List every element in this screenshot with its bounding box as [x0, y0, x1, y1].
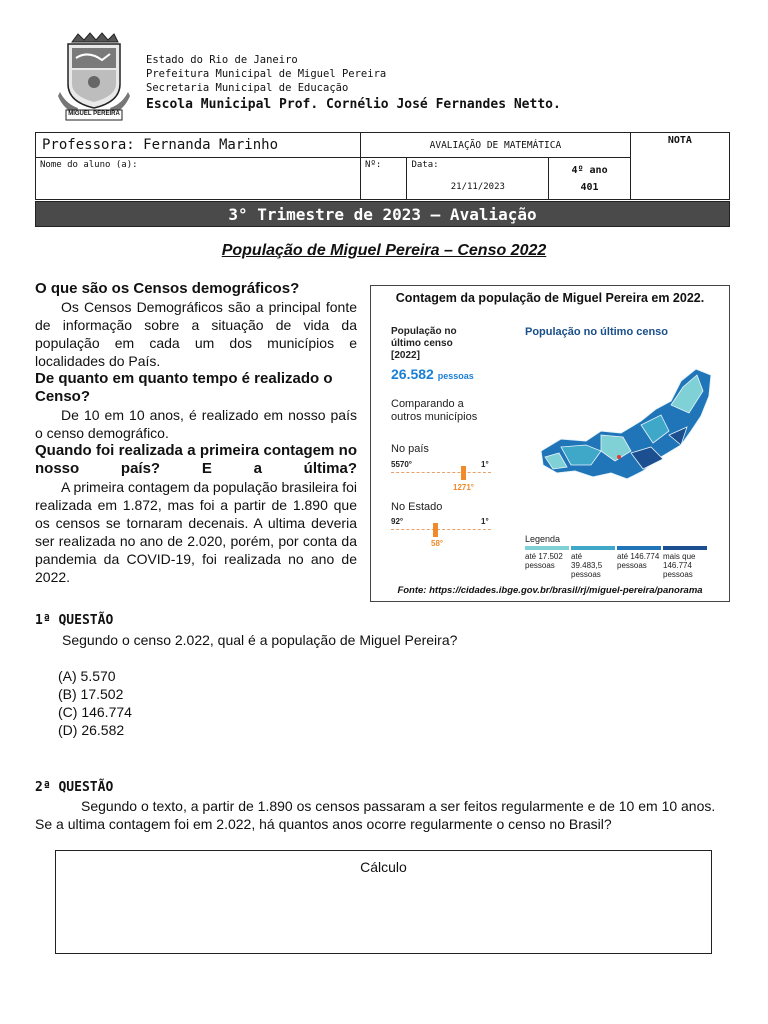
- legend-label-4: mais que 146.774 pessoas: [663, 552, 696, 579]
- figure-title: Contagem da população de Miguel Pereira em 2022.: [395, 291, 705, 305]
- country-label: No país: [391, 443, 429, 455]
- country-rank: 5570°: [391, 460, 412, 469]
- intro-text: [35, 280, 357, 586]
- population-label: População no último censo [2022]: [391, 326, 457, 361]
- state-map: [531, 361, 721, 501]
- country-top: 1°: [481, 460, 489, 469]
- question-1-options: [58, 667, 132, 739]
- class-number: 401: [580, 181, 599, 193]
- class-info: [549, 158, 631, 200]
- calculation-box[interactable]: [55, 850, 712, 954]
- state-scale: [391, 529, 491, 530]
- population-number: 26.582: [391, 366, 434, 382]
- intro-heading-2: De quanto em quanto tempo é realizado o Censo?: [35, 370, 333, 405]
- student-name-label: Nome do aluno (a):: [40, 160, 138, 170]
- legend-label-2: até 39.483,5 pessoas: [571, 552, 603, 579]
- question-2-heading: 2ª QUESTÃO: [35, 780, 114, 795]
- legend-swatch-2: [571, 546, 615, 550]
- grade-box[interactable]: NOTA: [630, 133, 729, 200]
- date-label: Data:: [411, 160, 439, 170]
- state-rank: 92°: [391, 517, 404, 526]
- legend-label-3: até 146.774 pessoas: [617, 552, 660, 570]
- intro-paragraph-1: Os Censos Demográficos são a principal fonte de informação sobre a situação de vida da população em cada um dos municípios e localidades do País.: [35, 299, 357, 369]
- country-scale: [391, 472, 491, 473]
- question-1-text: Segundo o censo 2.022, qual é a população de Miguel Pereira?: [62, 632, 458, 648]
- number-field[interactable]: [361, 158, 407, 200]
- evaluation-title: AVALIAÇÃO DE MATEMÁTICA: [361, 133, 631, 158]
- option-a[interactable]: (A) 5.570: [58, 668, 116, 684]
- map-title: População no último censo: [525, 326, 669, 338]
- state-value: 58°: [431, 539, 444, 548]
- intro-paragraph-2: De 10 em 10 anos, é realizado em nosso país o censo demográfico.: [35, 407, 357, 441]
- country-marker: [461, 466, 466, 480]
- trimester-banner: 3° Trimestre de 2023 – Avaliação: [35, 201, 730, 227]
- question-2-text: Segundo o texto, a partir de 1.890 os censos passaram a ser feitos regularmente e de 10 em 10 anos. Se a ultima contagem foi em 2.022, há quantos anos ocorre regularmente o censo no Brasil?: [35, 798, 716, 832]
- option-d[interactable]: (D) 26.582: [58, 722, 125, 738]
- option-c[interactable]: (C) 146.774: [58, 704, 132, 720]
- country-value: 1271°: [453, 483, 474, 492]
- option-b[interactable]: (B) 17.502: [58, 686, 124, 702]
- intro-paragraph-3: A primeira contagem da população brasileira foi realizada em 1.872, mas foi a partir de 1.890 que os censos se tornaram decenais. A ultima deveria ser realizada no ano de 2.020, porém, por conta da pandemia da COVID-19, foi realizada no ano de 2022.: [35, 479, 357, 585]
- crest-caption: MIGUEL PEREIRA: [68, 111, 120, 117]
- calculation-label: Cálculo: [360, 859, 407, 875]
- student-name-field[interactable]: [36, 158, 361, 200]
- student-info-table: [35, 132, 730, 200]
- number-label: Nº:: [365, 160, 382, 170]
- population-unit: pessoas: [437, 371, 474, 381]
- date-field[interactable]: [407, 158, 549, 200]
- date-value: 21/11/2023: [450, 182, 505, 192]
- state-label: No Estado: [391, 501, 443, 513]
- state-marker: [433, 523, 438, 537]
- compare-label: Comparando a outros municípios: [391, 398, 478, 423]
- intro-heading-1: O que são os Censos demográficos?: [35, 280, 300, 297]
- header-secretariat: Secretaria Municipal de Educação: [146, 82, 349, 94]
- header-prefecture: Prefeitura Municipal de Miguel Pereira: [146, 68, 387, 80]
- header-state: Estado do Rio de Janeiro: [146, 54, 298, 66]
- population-value: [391, 366, 474, 382]
- page-title: População de Miguel Pereira – Censo 2022: [221, 242, 547, 259]
- legend-swatch-3: [617, 546, 661, 550]
- state-top: 1°: [481, 517, 489, 526]
- question-1-heading: 1ª QUESTÃO: [35, 613, 114, 628]
- intro-heading-3: Quando foi realizada a primeira contagem no nosso país? E a última?: [35, 442, 357, 477]
- legend-title: Legenda: [525, 534, 561, 544]
- coat-of-arms-logo: [58, 32, 130, 122]
- legend-label-1: até 17.502 pessoas: [525, 552, 563, 570]
- figure-source: Fonte: https://cidades.ibge.gov.br/brasil/rj/miguel-pereira/panorama: [397, 585, 703, 596]
- year-label: 4º ano: [571, 164, 608, 176]
- legend-swatch-1: [525, 546, 569, 550]
- professor-name: Professora: Fernanda Marinho: [36, 133, 361, 158]
- school-name: Escola Municipal Prof. Cornélio José Fernandes Netto.: [146, 97, 561, 112]
- legend-swatch-4: [663, 546, 707, 550]
- census-figure: [370, 285, 730, 602]
